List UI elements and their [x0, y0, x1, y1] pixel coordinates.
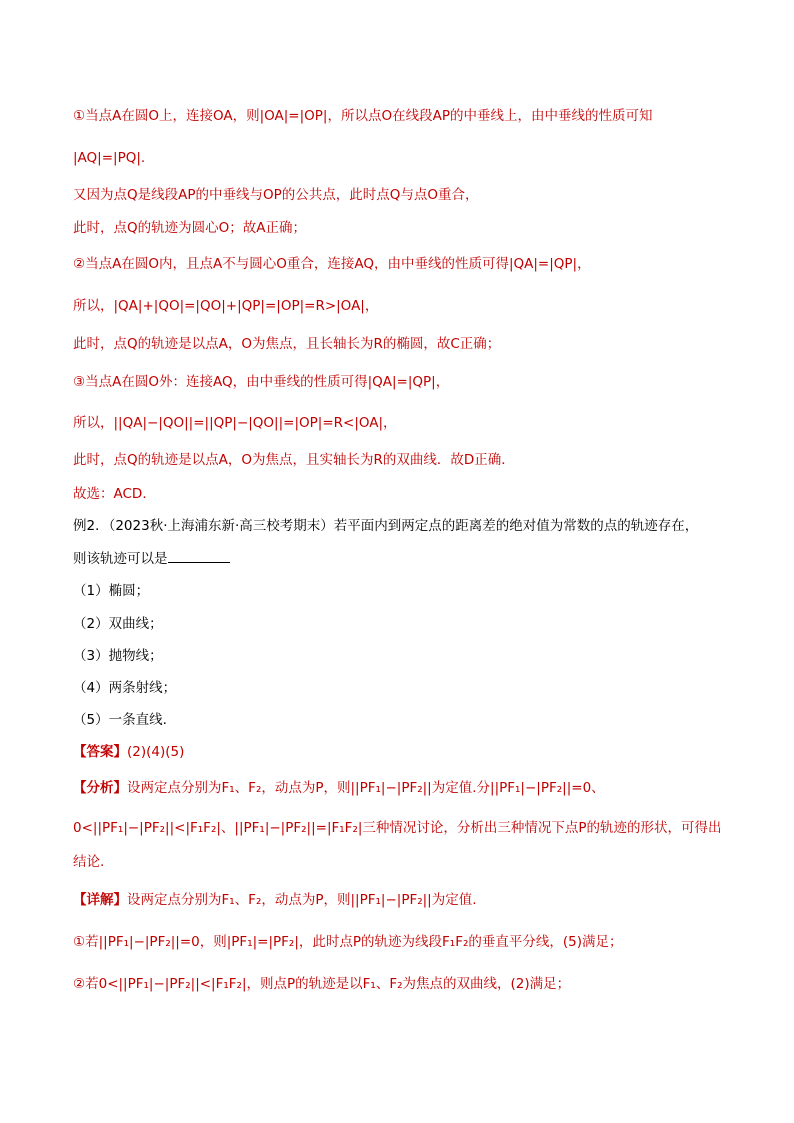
- text-line-3: 又因为点Q是线段AP的中垂线与OP的公共点，此时点Q与点O重合，: [73, 187, 479, 203]
- text-line-7: 此时，点Q的轨迹是以点A，O为焦点，且长轴长为R的椭圆，故C正确；: [73, 336, 501, 352]
- detail-line-2: ①若||PF₁|−|PF₂||=0，则|PF₁|=|PF₂|，此时点P的轨迹为线段F₁F₂的垂直平分线，(5)满足；: [73, 934, 623, 950]
- option-4: （4）两条射线；: [73, 680, 177, 696]
- analysis-line-2: 0<||PF₁|−|PF₂||<|F₁F₂|、||PF₁|−|PF₂||=|F₁F₂|三种情况讨论，分析出三种情况下点P的轨迹的形状，可得出: [73, 820, 722, 836]
- detail-label: 【详解】: [73, 892, 127, 908]
- text-line-1: ①当点A在圆O上，连接OA，则|OA|=|OP|，所以点O在线段AP的中垂线上，由中垂线的性质可知: [73, 108, 653, 124]
- text-line-4: 此时，点Q的轨迹为圆心O；故A正确；: [73, 220, 306, 236]
- analysis-line-3: 结论.: [73, 854, 105, 870]
- analysis-text: 设两定点分别为F₁、F₂，动点为P，则||PF₁|−|PF₂||为定值.分||PF₁|−|PF₂||=0、: [127, 780, 605, 796]
- text-line-9: 所以，||QA|−|QO||=||QP|−|QO||=|OP|=R<|OA|，: [73, 415, 397, 431]
- text-line-2: |AQ|=|PQ|.: [73, 150, 146, 166]
- detail-line-3: ②若0<||PF₁|−|PF₂||<|F₁F₂|，则点P的轨迹是以F₁、F₂为焦点的双曲线，(2)满足；: [73, 976, 571, 992]
- text-line-10: 此时，点Q的轨迹是以点A，O为焦点，且实轴长为R的双曲线．故D正确．: [73, 452, 515, 468]
- example-2-question: [73, 548, 734, 569]
- text-line-8: ③当点A在圆O外：连接AQ，由中垂线的性质可得|QA|=|QP|，: [73, 374, 450, 390]
- answer-choice-line: 故选：ACD．: [73, 486, 156, 502]
- detail-section: [73, 890, 734, 910]
- text-line-5: ②当点A在圆O内，且点A不与圆心O重合，连接AQ，由中垂线的性质可得|QA|=|QP|，: [73, 256, 591, 272]
- option-1: （1）椭圆；: [73, 583, 150, 599]
- text-line-6: 所以，|QA|+|QO|=|QO|+|QP|=|OP|=R>|OA|，: [73, 298, 379, 314]
- answer-section: [73, 742, 734, 762]
- example-2-title: 例2．（2023秋·上海浦东新·高三校考期末）若平面内到两定点的距离差的绝对值为常数的点的轨迹存在，: [73, 518, 699, 534]
- detail-text: 设两定点分别为F₁、F₂，动点为P，则||PF₁|−|PF₂||为定值.: [127, 892, 477, 908]
- option-2: （2）双曲线；: [73, 616, 163, 632]
- option-3: （3）抛物线；: [73, 648, 163, 664]
- answer-text: (2)(4)(5): [127, 744, 185, 760]
- answer-blank: [168, 548, 230, 563]
- analysis-label: 【分析】: [73, 780, 127, 796]
- answer-label: 【答案】: [73, 744, 127, 760]
- option-5: （5）一条直线.: [73, 712, 167, 728]
- analysis-section: [73, 778, 734, 798]
- question-text: 则该轨迹可以是: [73, 551, 168, 567]
